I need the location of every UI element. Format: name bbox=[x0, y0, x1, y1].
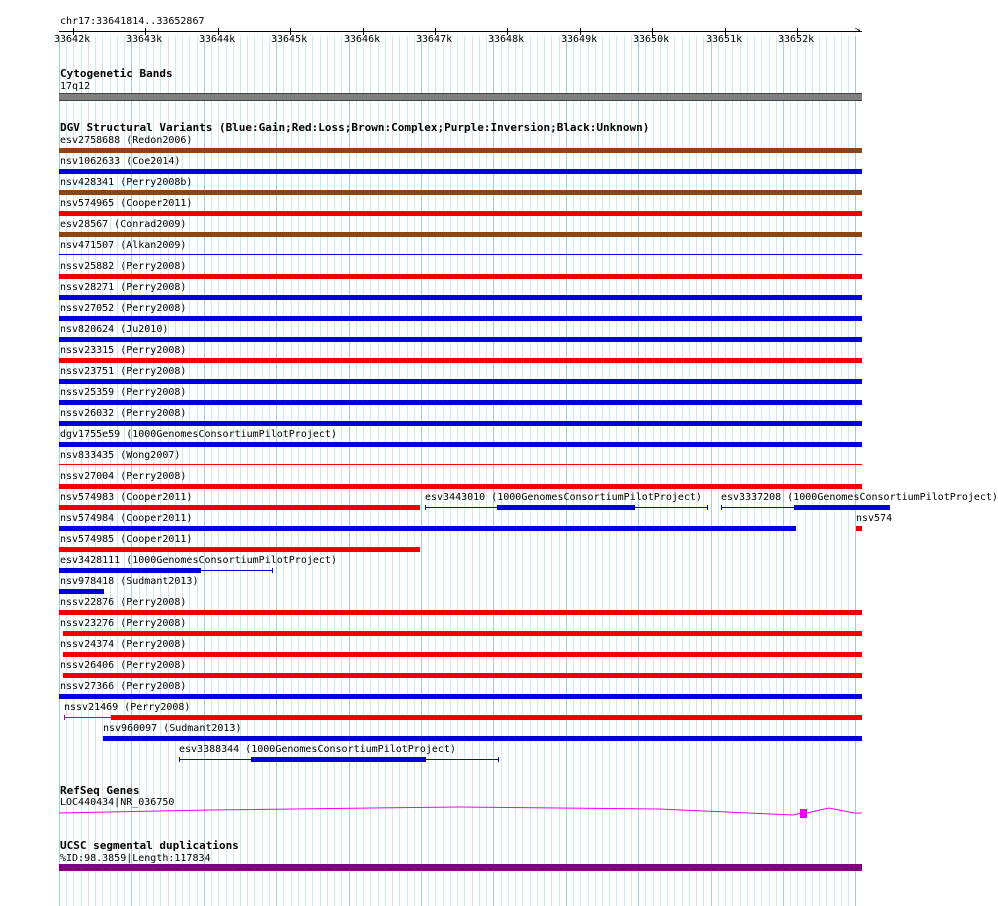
dgv-feature-label: nsv574984 (Cooper2011) bbox=[60, 513, 193, 524]
dgv-feature-label: nsv1062633 (Coe2014) bbox=[60, 156, 181, 167]
dgv-feature-bar[interactable] bbox=[59, 379, 862, 384]
refseq-gene-model[interactable] bbox=[59, 805, 862, 821]
refseq-gene-label: LOC440434|NR_036750 bbox=[60, 797, 175, 808]
dgv-feature-bar[interactable] bbox=[63, 673, 862, 678]
dgv-feature-endcap bbox=[707, 505, 708, 510]
region-label: chr17:33641814..33652867 bbox=[60, 16, 205, 27]
dgv-feature-bar[interactable] bbox=[63, 631, 862, 636]
dgv-feature-bar[interactable] bbox=[59, 547, 420, 552]
dgv-feature-label: nsv574983 (Cooper2011) bbox=[60, 492, 193, 503]
dgv-feature-label: esv28567 (Conrad2009) bbox=[60, 219, 187, 230]
dgv-feature-bar[interactable] bbox=[59, 484, 862, 489]
cytoband-track-title[interactable]: Cytogenetic Bands bbox=[60, 67, 173, 80]
dgv-feature-bar[interactable] bbox=[497, 505, 635, 510]
dgv-feature-label: nssv26032 (Perry2008) bbox=[60, 408, 187, 419]
dgv-feature-label: nsv574965 (Cooper2011) bbox=[60, 198, 193, 209]
coordinate-tick-label: 33643k bbox=[126, 34, 163, 45]
dgv-feature-bar[interactable] bbox=[59, 254, 862, 255]
dgv-feature-label: nssv25882 (Perry2008) bbox=[60, 261, 187, 272]
coordinate-tick-label: 33645k bbox=[271, 34, 308, 45]
dgv-feature-bar[interactable] bbox=[59, 337, 862, 342]
dgv-feature-endcap bbox=[179, 757, 180, 762]
coordinate-tick-label: 33651k bbox=[706, 34, 743, 45]
dgv-feature-label: nsv820624 (Ju2010) bbox=[60, 324, 169, 335]
dgv-feature-bar[interactable] bbox=[59, 232, 862, 237]
dgv-feature-bar[interactable] bbox=[59, 694, 862, 699]
dgv-feature-bar[interactable] bbox=[103, 736, 862, 741]
dgv-feature-label: nsv471507 (Alkan2009) bbox=[60, 240, 187, 251]
dgv-feature-label: nsv574985 (Cooper2011) bbox=[60, 534, 193, 545]
dgv-feature-bar[interactable] bbox=[59, 190, 862, 195]
axis-arrow-icon: > bbox=[855, 26, 861, 36]
dgv-feature-label: nssv23751 (Perry2008) bbox=[60, 366, 187, 377]
dgv-feature-bar[interactable] bbox=[59, 526, 796, 531]
dgv-feature-label: nssv23276 (Perry2008) bbox=[60, 618, 187, 629]
dgv-feature-label: nssv26406 (Perry2008) bbox=[60, 660, 187, 671]
dgv-feature-label: dgv1755e59 (1000GenomesConsortiumPilotProject) bbox=[60, 429, 337, 440]
dgv-feature-label: nssv25359 (Perry2008) bbox=[60, 387, 187, 398]
coordinate-tick-label: 33647k bbox=[416, 34, 453, 45]
dgv-feature-bar[interactable] bbox=[59, 148, 862, 153]
dgv-feature-label: nssv27052 (Perry2008) bbox=[60, 303, 187, 314]
coordinate-tick-label: 33650k bbox=[633, 34, 670, 45]
dgv-feature-bar[interactable] bbox=[59, 464, 862, 465]
dgv-feature-bar[interactable] bbox=[59, 589, 104, 594]
coordinate-tick-label: 33649k bbox=[561, 34, 598, 45]
dgv-feature-bar[interactable] bbox=[63, 652, 862, 657]
dgv-feature-endcap bbox=[498, 757, 499, 762]
dgv-track-title[interactable]: DGV Structural Variants (Blue:Gain;Red:Loss;Brown:Complex;Purple:Inversion;Black:Unknown) bbox=[60, 121, 650, 134]
dgv-feature-label: nsv574 bbox=[856, 513, 893, 524]
dgv-feature-bar[interactable] bbox=[59, 610, 862, 615]
dgv-feature-bar[interactable] bbox=[59, 421, 862, 426]
cytoband-label: 17q12 bbox=[60, 81, 91, 92]
dgv-feature-label: esv3337208 (1000GenomesConsortiumPilotProject) bbox=[721, 492, 998, 503]
dgv-feature-bar[interactable] bbox=[794, 505, 890, 510]
dgv-feature-bar[interactable] bbox=[111, 715, 862, 720]
dgv-feature-label: esv3428111 (1000GenomesConsortiumPilotProject) bbox=[60, 555, 337, 566]
dgv-feature-label: nssv21469 (Perry2008) bbox=[64, 702, 191, 713]
coordinate-tick-label: 33642k bbox=[54, 34, 91, 45]
dgv-feature-label: nsv428341 (Perry2008b) bbox=[60, 177, 193, 188]
refseq-track-title[interactable]: RefSeq Genes bbox=[60, 784, 140, 797]
dgv-feature-connector bbox=[64, 717, 114, 718]
segdup-track-title[interactable]: UCSC segmental duplications bbox=[60, 839, 239, 852]
dgv-feature-bar[interactable] bbox=[59, 568, 201, 573]
cytoband-bar[interactable] bbox=[59, 93, 862, 101]
dgv-feature-bar[interactable] bbox=[251, 757, 426, 762]
dgv-feature-bar[interactable] bbox=[59, 316, 862, 321]
dgv-feature-bar[interactable] bbox=[856, 526, 862, 531]
dgv-feature-endcap bbox=[425, 505, 426, 510]
segdup-bar[interactable] bbox=[59, 864, 862, 871]
dgv-feature-label: esv3388344 (1000GenomesConsortiumPilotProject) bbox=[179, 744, 456, 755]
dgv-feature-label: nsv978418 (Sudmant2013) bbox=[60, 576, 199, 587]
dgv-feature-bar[interactable] bbox=[59, 442, 862, 447]
dgv-feature-bar[interactable] bbox=[59, 295, 862, 300]
dgv-feature-bar[interactable] bbox=[59, 505, 420, 510]
dgv-feature-bar[interactable] bbox=[59, 274, 862, 279]
dgv-feature-label: nsv960097 (Sudmant2013) bbox=[103, 723, 242, 734]
dgv-feature-bar[interactable] bbox=[59, 358, 862, 363]
dgv-feature-label: nssv27366 (Perry2008) bbox=[60, 681, 187, 692]
dgv-feature-bar[interactable] bbox=[59, 400, 862, 405]
coordinate-tick-label: 33646k bbox=[344, 34, 381, 45]
dgv-feature-endcap bbox=[64, 715, 65, 720]
dgv-feature-label: nssv24374 (Perry2008) bbox=[60, 639, 187, 650]
dgv-feature-bar[interactable] bbox=[59, 211, 862, 216]
dgv-feature-label: nssv28271 (Perry2008) bbox=[60, 282, 187, 293]
dgv-feature-label: nssv23315 (Perry2008) bbox=[60, 345, 187, 356]
dgv-feature-label: esv3443010 (1000GenomesConsortiumPilotProject) bbox=[425, 492, 702, 503]
coordinate-tick-label: 33644k bbox=[199, 34, 236, 45]
dgv-feature-label: nssv22876 (Perry2008) bbox=[60, 597, 187, 608]
dgv-feature-endcap bbox=[721, 505, 722, 510]
dgv-feature-label: nssv27004 (Perry2008) bbox=[60, 471, 187, 482]
dgv-feature-label: nsv833435 (Wong2007) bbox=[60, 450, 181, 461]
coordinate-tick-label: 33652k bbox=[778, 34, 815, 45]
dgv-feature-endcap bbox=[272, 568, 273, 573]
dgv-feature-label: esv2758688 (Redon2006) bbox=[60, 135, 193, 146]
coordinate-axis bbox=[59, 31, 862, 32]
dgv-feature-bar[interactable] bbox=[59, 169, 862, 174]
coordinate-tick-label: 33648k bbox=[488, 34, 525, 45]
segdup-label: %ID:98.3859|Length:117834 bbox=[60, 853, 211, 864]
